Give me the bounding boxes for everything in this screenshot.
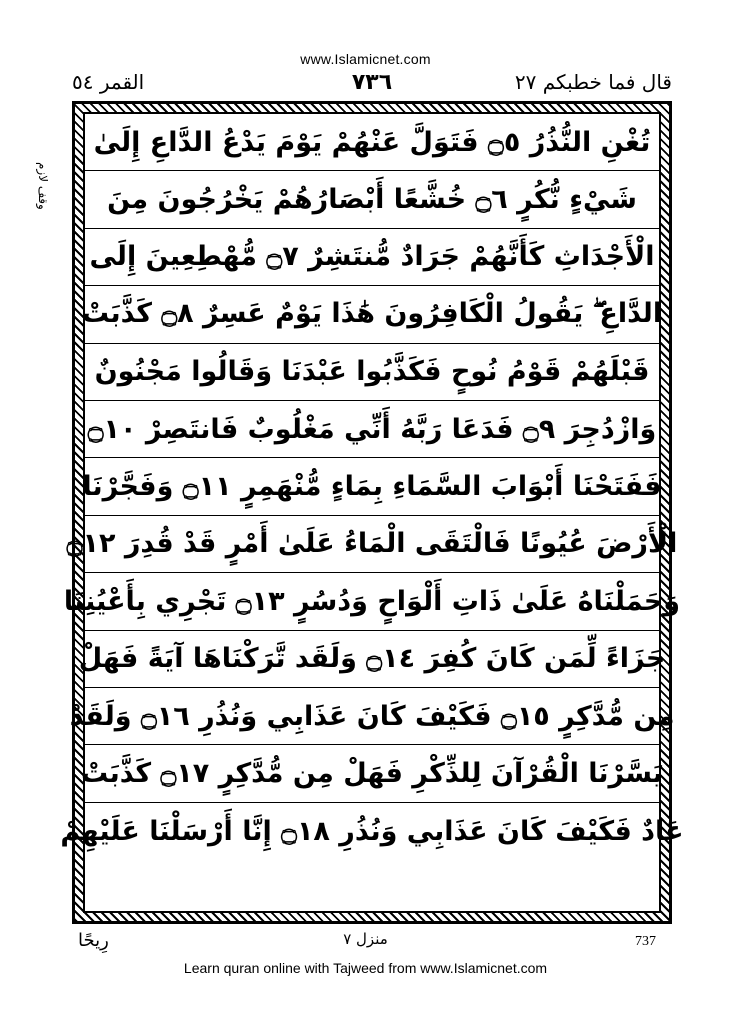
margin-waqf-note: وقف لازم [36, 162, 50, 210]
verse-line: الدَّاعِ ۖ يَقُولُ الْكَافِرُونَ هَٰذَا يَوْمٌ عَسِرٌ ۝٨ كَذَّبَتْ [85, 286, 659, 343]
text-panel [60, 112, 684, 913]
verse-lines [60, 114, 684, 911]
verse-line: الْأَرْضَ عُيُونًا فَالْتَقَى الْمَاءُ عَلَىٰ أَمْرٍ قَدْ قُدِرَ ۝١٢ [85, 516, 659, 573]
juz-name-label: قال فما خطبكم ٢٧ [514, 70, 672, 94]
verse-line: الْأَجْدَاثِ كَأَنَّهُمْ جَرَادٌ مُّنتَشِرٌ ۝٧ مُّهْطِعِينَ إِلَى [85, 229, 659, 286]
top-website-url: www.Islamicnet.com [300, 51, 431, 67]
verse-line: قَبْلَهُمْ قَوْمُ نُوحٍ فَكَذَّبُوا عَبْدَنَا وَقَالُوا مَجْنُونٌ [85, 344, 659, 401]
verse-line: مِن مُّدَّكِرٍ ۝١٥ فَكَيْفَ كَانَ عَذَابِي وَنُذُرِ ۝١٦ وَلَقَدْ [85, 688, 659, 745]
verse-line: وَحَمَلْنَاهُ عَلَىٰ ذَاتِ أَلْوَاحٍ وَدُسُرٍ ۝١٣ تَجْرِي بِأَعْيُنِنَا [85, 573, 659, 630]
verse-line: تُغْنِ النُّذُرُ ۝٥ فَتَوَلَّ عَنْهُمْ يَوْمَ يَدْعُ الدَّاعِ إِلَىٰ [85, 114, 659, 171]
bottom-promo-text: Learn quran online with Tajweed from www.Islamicnet.com [183, 960, 548, 976]
manzil-label: منزل ٧ [343, 930, 388, 948]
verse-line: وَازْدُجِرَ ۝٩ فَدَعَا رَبَّهُ أَنِّي مَغْلُوبٌ فَانتَصِرْ ۝١٠ [85, 401, 659, 458]
verse-line: جَزَاءً لِّمَن كَانَ كُفِرَ ۝١٤ وَلَقَد تَّرَكْنَاهَا آيَةً فَهَلْ [85, 631, 659, 688]
page-number-arabic: ٧٣٦ [351, 70, 393, 95]
page-header [72, 70, 672, 100]
surah-name-label: القمر ٥٤ [72, 70, 145, 94]
page-number: 737 [635, 934, 656, 949]
verse-line: فَفَتَحْنَا أَبْوَابَ السَّمَاءِ بِمَاءٍ مُّنْهَمِرٍ ۝١١ وَفَجَّرْنَا [85, 458, 659, 515]
verse-line: يَسَّرْنَا الْقُرْآنَ لِلذِّكْرِ فَهَلْ مِن مُّدَّكِرٍ ۝١٧ كَذَّبَتْ [85, 745, 659, 802]
next-word-catchword: رِيحًا [78, 930, 109, 951]
verse-line: شَيْءٍ نُّكُرٍ ۝٦ خُشَّعًا أَبْصَارُهُمْ يَخْرُجُونَ مِنَ [85, 171, 659, 228]
page-border-frame [60, 101, 684, 924]
verse-line: عَادٌ فَكَيْفَ كَانَ عَذَابِي وَنُذُرِ ۝١٨ إِنَّا أَرْسَلْنَا عَلَيْهِمْ [60, 815, 684, 847]
